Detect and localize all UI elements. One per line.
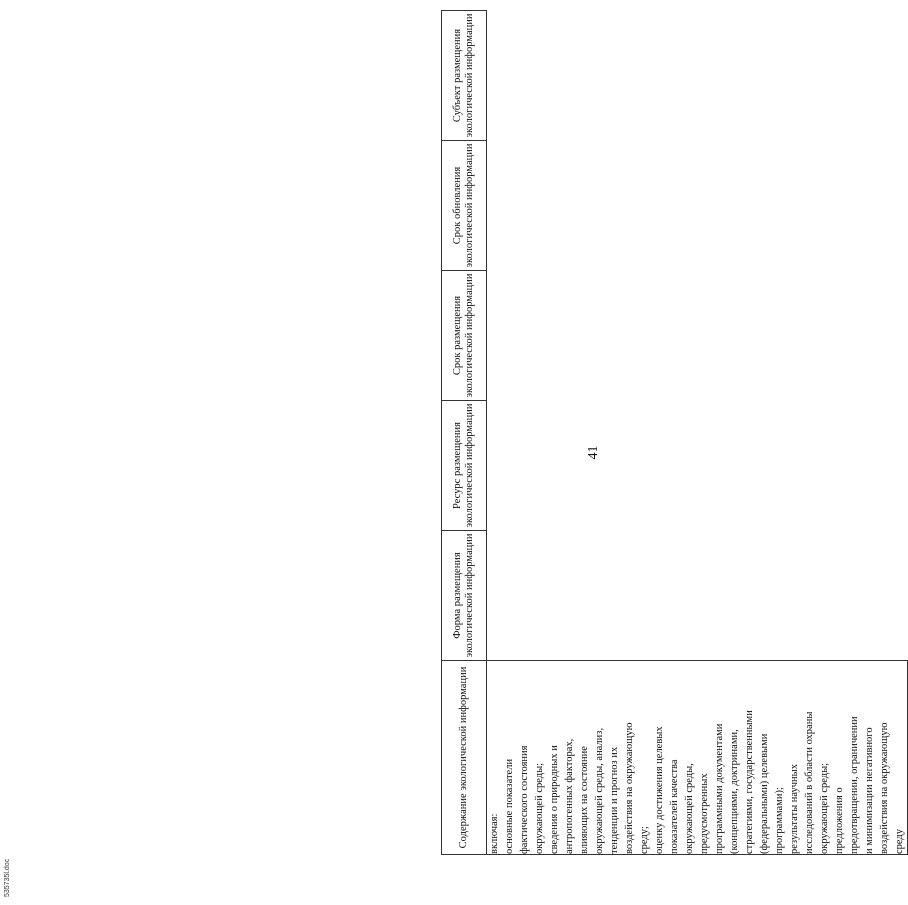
content-line: сведения о природных и <box>549 745 560 854</box>
content-line: воздействия на окружающую <box>624 722 635 854</box>
content-line: среду; <box>639 826 650 854</box>
page-number: 41 <box>586 445 601 460</box>
content-line: (федеральными) целевыми <box>759 733 770 854</box>
table-header-row <box>442 11 487 855</box>
header-update-period: Срок обновления экологической информации <box>442 141 487 271</box>
content-line: воздействия на окружающую <box>879 722 890 854</box>
content-line: исследований в области охраны <box>804 711 815 854</box>
content-line: предусмотренных <box>699 773 710 854</box>
content-line: оценку достижения целевых <box>654 726 665 854</box>
content-line: программными документами <box>714 723 725 854</box>
header-placement-period: Срок размещения экологической информации <box>442 271 487 401</box>
header-resource: Ресурс размещения экологической информации <box>442 401 487 531</box>
content-line: окружающей среды, <box>684 763 695 854</box>
content-line: предотвращении, ограничении <box>849 716 860 854</box>
content-line: стратегиями, государственными <box>744 710 755 854</box>
content-line: включая: <box>489 813 500 854</box>
content-cell <box>487 661 908 855</box>
content-line: окружающей среды; <box>819 762 830 854</box>
content-line: предложения о <box>834 787 845 854</box>
content-line: антропогенных факторах, <box>564 738 575 854</box>
content-line: тенденции и прогноз их <box>609 746 620 854</box>
environmental-info-table <box>441 10 908 855</box>
content-line: программами); <box>774 787 785 854</box>
content-line: основные показатели <box>504 758 515 854</box>
table-row <box>487 11 908 855</box>
content-line: фактического состояния <box>519 745 530 854</box>
content-line: результаты научных <box>789 764 800 854</box>
content-line: влияющих на состояние <box>579 746 590 854</box>
header-form: Форма размещения экологической информации <box>442 531 487 661</box>
document-filename: 535735l.doc <box>4 858 11 897</box>
header-content: Содержание экологической информации <box>442 661 487 855</box>
header-subject: Субъект размещения экологической информации <box>442 11 487 141</box>
content-line: показателей качества <box>669 759 680 854</box>
content-line: среду <box>894 828 905 854</box>
content-line: и минимизации негативного <box>864 727 875 854</box>
content-line: окружающей среды, анализ, <box>594 727 605 854</box>
content-line: (концепциями, доктринами, <box>729 729 740 854</box>
content-line: окружающей среды; <box>534 762 545 854</box>
